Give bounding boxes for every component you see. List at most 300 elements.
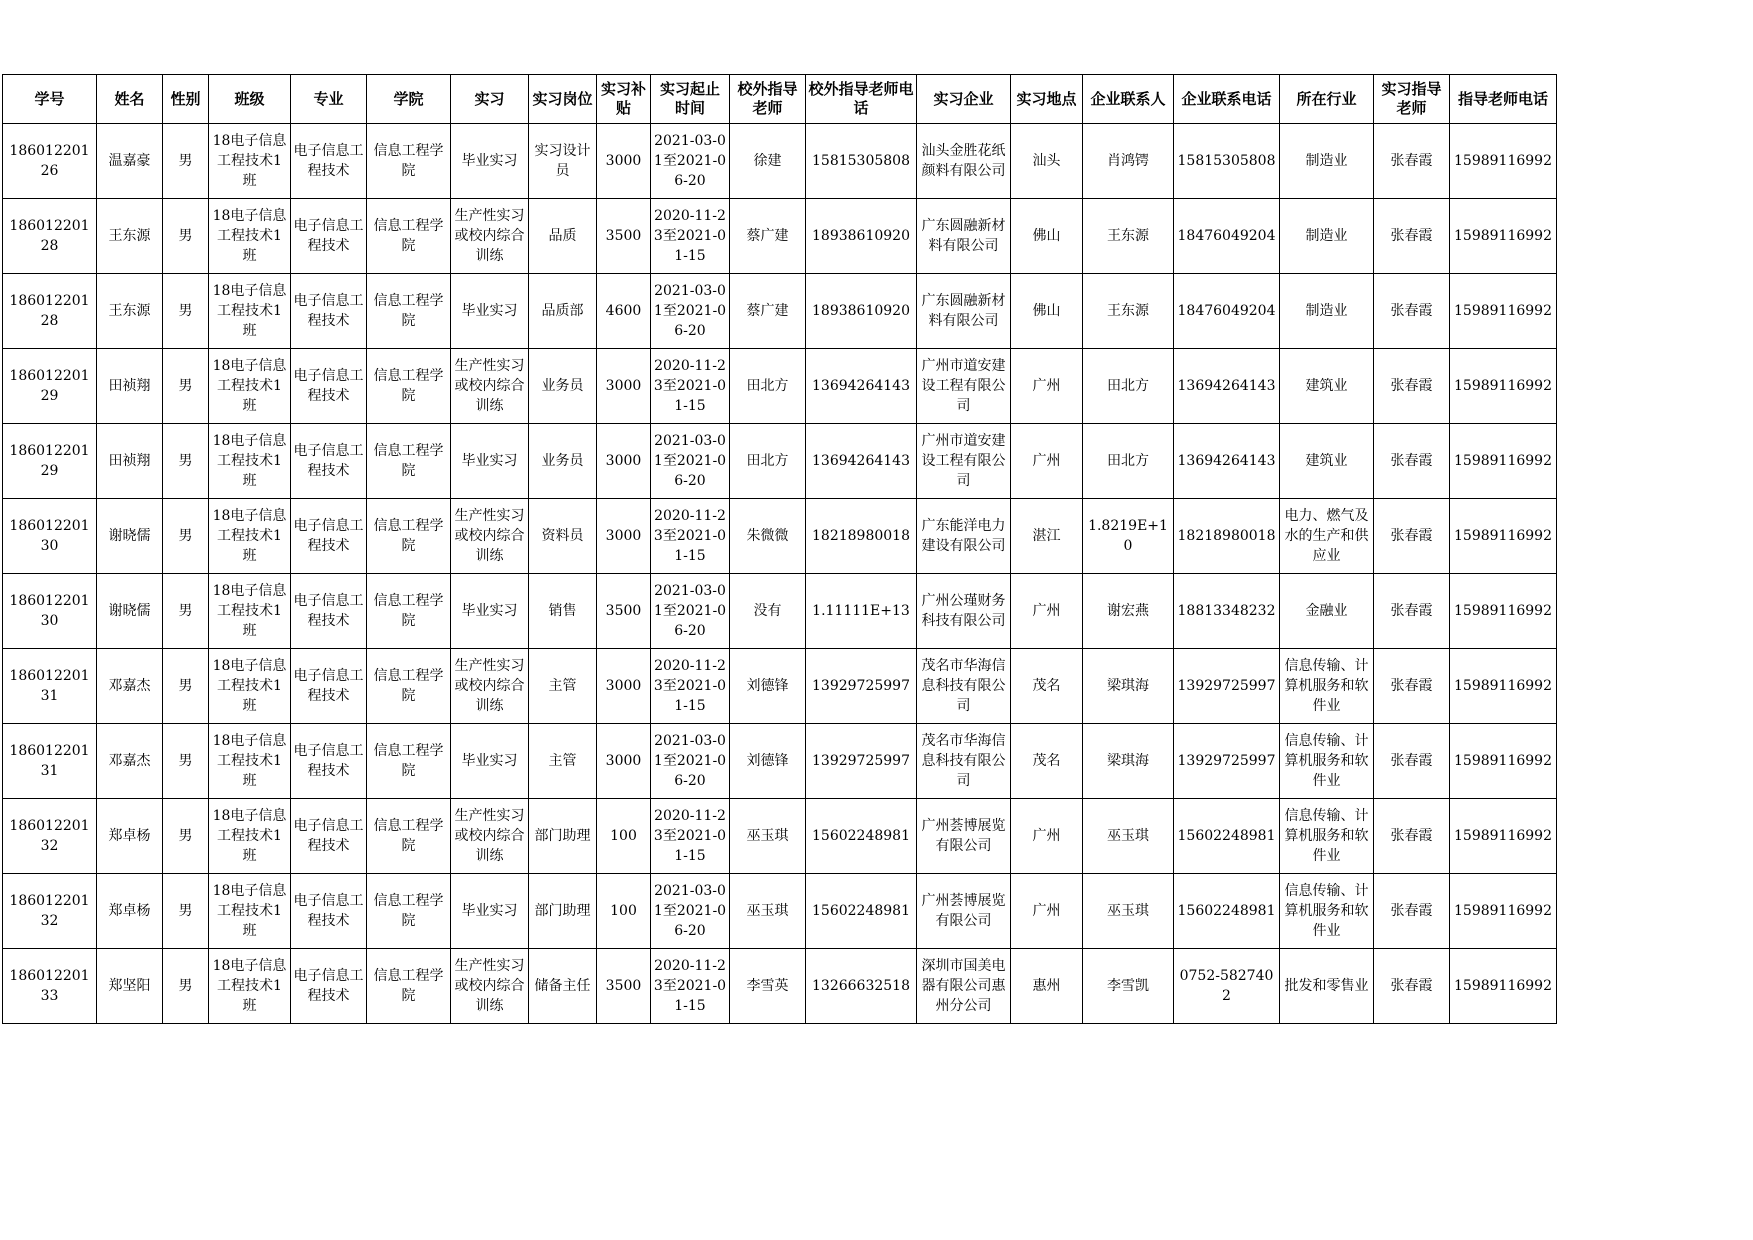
position-text: 部门助理 (534, 828, 591, 844)
company-contact-text: 肖鸿锷 (1107, 153, 1149, 169)
student-id-cell (3, 574, 97, 649)
external-mentor-cell (730, 724, 806, 799)
external-mentor-cell (730, 949, 806, 1024)
period-cell (651, 274, 730, 349)
college-cell (367, 349, 451, 424)
external-mentor-text: 蔡广建 (746, 228, 789, 244)
company-cell (917, 199, 1011, 274)
college-text: 信息工程学院 (373, 668, 444, 704)
table-row (3, 424, 1557, 499)
period-text: 2020-11-23至2021-01-15 (653, 358, 727, 414)
mentor-text: 张春霞 (1390, 378, 1433, 394)
allowance-text: 3000 (605, 753, 642, 769)
location-text: 广州 (1032, 903, 1061, 919)
name-cell (97, 724, 163, 799)
student-id-cell (3, 499, 97, 574)
internship-type-cell (451, 874, 529, 949)
table-row (3, 499, 1557, 574)
name-cell (97, 349, 163, 424)
company-phone-cell (1174, 349, 1280, 424)
college-text: 信息工程学院 (373, 368, 444, 404)
location-text: 佛山 (1032, 228, 1061, 244)
col-header-name: 姓名 (97, 75, 163, 124)
external-mentor-text: 朱微微 (746, 528, 789, 544)
student-id-cell (3, 724, 97, 799)
college-cell (367, 274, 451, 349)
student-id-cell (3, 124, 97, 199)
location-cell (1011, 724, 1083, 799)
class-cell (209, 649, 291, 724)
internship-type-cell (451, 724, 529, 799)
gender-cell (163, 874, 209, 949)
internship-type-text: 毕业实习 (461, 453, 518, 469)
external-mentor-phone-text: 13694264143 (812, 378, 910, 394)
industry-text: 信息传输、计算机服务和软件业 (1284, 808, 1369, 864)
mentor-phone-cell (1450, 649, 1557, 724)
col-header-industry: 所在行业 (1280, 75, 1374, 124)
period-text: 2021-03-01至2021-06-20 (653, 583, 727, 639)
major-text: 电子信息工程技术 (293, 293, 364, 329)
col-header-company-phone: 企业联系电话 (1174, 75, 1280, 124)
company-contact-text: 巫玉琪 (1107, 903, 1149, 919)
company-contact-text: 田北方 (1107, 378, 1149, 394)
major-cell (291, 724, 367, 799)
college-cell (367, 124, 451, 199)
location-text: 惠州 (1032, 978, 1061, 994)
external-mentor-text: 巫玉琪 (746, 903, 789, 919)
gender-cell (163, 649, 209, 724)
col-header-period: 实习起止时间 (651, 75, 730, 124)
gender-text: 男 (178, 828, 193, 844)
mentor-phone-cell (1450, 424, 1557, 499)
allowance-text: 3500 (605, 603, 642, 619)
external-mentor-cell (730, 199, 806, 274)
major-text: 电子信息工程技术 (293, 968, 364, 1004)
industry-text: 信息传输、计算机服务和软件业 (1284, 733, 1369, 789)
location-cell (1011, 124, 1083, 199)
college-cell (367, 649, 451, 724)
company-phone-text: 13929725997 (1177, 678, 1276, 694)
location-text: 广州 (1032, 378, 1061, 394)
industry-cell (1280, 274, 1374, 349)
table-row (3, 199, 1557, 274)
external-mentor-phone-cell (806, 274, 917, 349)
name-cell (97, 199, 163, 274)
mentor-text: 张春霞 (1390, 678, 1433, 694)
internship-type-cell (451, 649, 529, 724)
class-text: 18电子信息工程技术1班 (212, 808, 287, 864)
industry-text: 批发和零售业 (1284, 978, 1369, 994)
name-text: 邓嘉杰 (108, 678, 151, 694)
company-cell (917, 649, 1011, 724)
internship-type-text: 毕业实习 (461, 903, 518, 919)
company-phone-text: 13694264143 (1177, 378, 1276, 394)
allowance-text: 3000 (605, 378, 642, 394)
industry-cell (1280, 724, 1374, 799)
location-text: 广州 (1032, 828, 1061, 844)
mentor-phone-cell (1450, 274, 1557, 349)
location-cell (1011, 874, 1083, 949)
position-cell (529, 124, 597, 199)
internship-type-text: 生产性实习或校内综合训练 (454, 358, 525, 414)
internship-type-cell (451, 124, 529, 199)
table-row (3, 874, 1557, 949)
name-text: 王东源 (108, 228, 151, 244)
name-text: 温嘉豪 (108, 153, 151, 169)
major-text: 电子信息工程技术 (293, 593, 364, 629)
location-cell (1011, 274, 1083, 349)
col-header-major: 专业 (291, 75, 367, 124)
industry-cell (1280, 949, 1374, 1024)
mentor-phone-text: 15989116992 (1454, 453, 1552, 469)
college-text: 信息工程学院 (373, 968, 444, 1004)
external-mentor-phone-text: 13929725997 (812, 678, 910, 694)
mentor-cell (1374, 724, 1450, 799)
mentor-phone-text: 15989116992 (1454, 303, 1552, 319)
name-cell (97, 649, 163, 724)
student-id-cell (3, 874, 97, 949)
mentor-phone-cell (1450, 199, 1557, 274)
company-contact-cell (1083, 199, 1174, 274)
industry-cell (1280, 424, 1374, 499)
allowance-cell (597, 874, 651, 949)
class-cell (209, 424, 291, 499)
company-contact-cell (1083, 724, 1174, 799)
major-text: 电子信息工程技术 (293, 743, 364, 779)
position-cell (529, 199, 597, 274)
external-mentor-phone-cell (806, 349, 917, 424)
location-text: 佛山 (1032, 303, 1061, 319)
major-text: 电子信息工程技术 (293, 368, 364, 404)
mentor-text: 张春霞 (1390, 228, 1433, 244)
industry-cell (1280, 349, 1374, 424)
table-row (3, 724, 1557, 799)
company-phone-cell (1174, 649, 1280, 724)
table-row (3, 949, 1557, 1024)
major-text: 电子信息工程技术 (293, 218, 364, 254)
college-cell (367, 949, 451, 1024)
internship-type-cell (451, 199, 529, 274)
class-text: 18电子信息工程技术1班 (212, 358, 287, 414)
mentor-phone-text: 15989116992 (1454, 828, 1552, 844)
col-header-position: 实习岗位 (529, 75, 597, 124)
company-text: 广东圆融新材料有限公司 (921, 218, 1006, 254)
student-id-text: 18601220130 (9, 593, 90, 629)
allowance-text: 100 (610, 903, 637, 919)
allowance-cell (597, 499, 651, 574)
mentor-phone-text: 15989116992 (1454, 228, 1552, 244)
period-cell (651, 424, 730, 499)
external-mentor-cell (730, 799, 806, 874)
external-mentor-phone-cell (806, 424, 917, 499)
location-text: 广州 (1032, 453, 1061, 469)
name-cell (97, 874, 163, 949)
external-mentor-text: 刘德锋 (746, 753, 789, 769)
class-cell (209, 574, 291, 649)
allowance-cell (597, 199, 651, 274)
company-phone-text: 13694264143 (1177, 453, 1276, 469)
mentor-phone-text: 15989116992 (1454, 153, 1552, 169)
company-phone-text: 13929725997 (1177, 753, 1276, 769)
company-phone-text: 15602248981 (1177, 903, 1276, 919)
student-id-cell (3, 274, 97, 349)
student-id-cell (3, 199, 97, 274)
class-text: 18电子信息工程技术1班 (212, 133, 287, 189)
external-mentor-text: 蔡广建 (746, 303, 789, 319)
location-cell (1011, 949, 1083, 1024)
external-mentor-phone-cell (806, 199, 917, 274)
mentor-cell (1374, 499, 1450, 574)
position-text: 销售 (548, 603, 577, 619)
internship-type-text: 生产性实习或校内综合训练 (454, 658, 525, 714)
company-cell (917, 349, 1011, 424)
student-id-text: 18601220129 (9, 443, 90, 479)
name-text: 谢晓儒 (108, 603, 151, 619)
location-text: 汕头 (1032, 153, 1061, 169)
student-id-text: 18601220132 (9, 893, 90, 929)
industry-cell (1280, 124, 1374, 199)
allowance-text: 3000 (605, 453, 642, 469)
major-cell (291, 499, 367, 574)
company-phone-text: 18218980018 (1177, 528, 1276, 544)
gender-text: 男 (178, 903, 193, 919)
company-contact-text: 田北方 (1107, 453, 1149, 469)
student-id-text: 18601220126 (9, 143, 90, 179)
external-mentor-cell (730, 349, 806, 424)
company-text: 广州市道安建设工程有限公司 (921, 358, 1006, 414)
external-mentor-phone-cell (806, 499, 917, 574)
external-mentor-text: 巫玉琪 (746, 828, 789, 844)
location-cell (1011, 199, 1083, 274)
industry-cell (1280, 574, 1374, 649)
internship-type-cell (451, 349, 529, 424)
company-text: 茂名市华海信息科技有限公司 (921, 733, 1006, 789)
period-cell (651, 124, 730, 199)
internship-type-cell (451, 424, 529, 499)
location-cell (1011, 424, 1083, 499)
industry-text: 信息传输、计算机服务和软件业 (1284, 883, 1369, 939)
external-mentor-phone-cell (806, 724, 917, 799)
class-cell (209, 799, 291, 874)
industry-text: 电力、燃气及水的生产和供应业 (1284, 508, 1369, 564)
mentor-text: 张春霞 (1390, 828, 1433, 844)
name-cell (97, 424, 163, 499)
mentor-text: 张春霞 (1390, 753, 1433, 769)
name-text: 邓嘉杰 (108, 753, 151, 769)
external-mentor-phone-cell (806, 799, 917, 874)
gender-cell (163, 424, 209, 499)
mentor-text: 张春霞 (1390, 453, 1433, 469)
external-mentor-phone-cell (806, 874, 917, 949)
allowance-text: 3000 (605, 153, 642, 169)
col-header-mentor-phone: 指导老师电话 (1450, 75, 1557, 124)
period-text: 2020-11-23至2021-01-15 (653, 958, 727, 1014)
company-text: 广东能洋电力建设有限公司 (921, 518, 1006, 554)
period-text: 2021-03-01至2021-06-20 (653, 883, 727, 939)
college-text: 信息工程学院 (373, 218, 444, 254)
period-text: 2021-03-01至2021-06-20 (653, 433, 727, 489)
company-text: 汕头金胜花纸颜料有限公司 (921, 143, 1006, 179)
position-cell (529, 949, 597, 1024)
table-row (3, 799, 1557, 874)
allowance-cell (597, 274, 651, 349)
mentor-text: 张春霞 (1390, 303, 1433, 319)
gender-text: 男 (178, 528, 193, 544)
student-id-cell (3, 649, 97, 724)
company-phone-cell (1174, 199, 1280, 274)
class-text: 18电子信息工程技术1班 (212, 733, 287, 789)
industry-text: 制造业 (1305, 303, 1348, 319)
class-text: 18电子信息工程技术1班 (212, 958, 287, 1014)
college-cell (367, 574, 451, 649)
internship-type-text: 毕业实习 (461, 603, 518, 619)
table-row (3, 649, 1557, 724)
industry-cell (1280, 199, 1374, 274)
mentor-phone-text: 15989116992 (1454, 903, 1552, 919)
allowance-cell (597, 799, 651, 874)
internship-type-text: 生产性实习或校内综合训练 (454, 958, 525, 1014)
company-text: 深圳市国美电器有限公司惠州分公司 (921, 958, 1006, 1014)
allowance-cell (597, 649, 651, 724)
position-text: 业务员 (541, 378, 584, 394)
company-contact-cell (1083, 124, 1174, 199)
major-cell (291, 349, 367, 424)
college-cell (367, 874, 451, 949)
position-cell (529, 874, 597, 949)
college-text: 信息工程学院 (373, 743, 444, 779)
period-cell (651, 724, 730, 799)
company-contact-cell (1083, 499, 1174, 574)
name-cell (97, 799, 163, 874)
allowance-text: 3500 (605, 978, 642, 994)
external-mentor-text: 徐建 (753, 153, 782, 169)
col-header-mentor: 实习指导老师 (1374, 75, 1450, 124)
period-cell (651, 799, 730, 874)
position-text: 品质部 (541, 303, 584, 319)
table-row (3, 124, 1557, 199)
mentor-text: 张春霞 (1390, 153, 1433, 169)
allowance-cell (597, 424, 651, 499)
gender-text: 男 (178, 378, 193, 394)
header-row (3, 75, 1557, 124)
industry-text: 信息传输、计算机服务和软件业 (1284, 658, 1369, 714)
period-cell (651, 499, 730, 574)
external-mentor-phone-text: 13929725997 (812, 753, 910, 769)
college-cell (367, 724, 451, 799)
col-header-class: 班级 (209, 75, 291, 124)
student-id-text: 18601220133 (9, 968, 90, 1004)
major-text: 电子信息工程技术 (293, 518, 364, 554)
company-cell (917, 574, 1011, 649)
student-id-text: 18601220128 (9, 293, 90, 329)
company-cell (917, 724, 1011, 799)
major-cell (291, 874, 367, 949)
mentor-phone-text: 15989116992 (1454, 528, 1552, 544)
mentor-text: 张春霞 (1390, 978, 1433, 994)
period-text: 2021-03-01至2021-06-20 (653, 733, 727, 789)
location-cell (1011, 499, 1083, 574)
external-mentor-phone-text: 15602248981 (812, 903, 910, 919)
industry-text: 建筑业 (1305, 378, 1348, 394)
mentor-phone-cell (1450, 874, 1557, 949)
external-mentor-text: 刘德锋 (746, 678, 789, 694)
mentor-cell (1374, 199, 1450, 274)
company-phone-text: 18813348232 (1177, 603, 1276, 619)
mentor-cell (1374, 874, 1450, 949)
location-text: 茂名 (1032, 753, 1061, 769)
mentor-cell (1374, 424, 1450, 499)
external-mentor-phone-text: 18218980018 (812, 528, 910, 544)
mentor-cell (1374, 274, 1450, 349)
mentor-cell (1374, 799, 1450, 874)
college-cell (367, 799, 451, 874)
company-contact-text: 谢宏燕 (1107, 603, 1149, 619)
mentor-text: 张春霞 (1390, 603, 1433, 619)
gender-cell (163, 199, 209, 274)
location-cell (1011, 649, 1083, 724)
college-cell (367, 499, 451, 574)
allowance-cell (597, 724, 651, 799)
name-text: 田祯翔 (108, 453, 151, 469)
company-contact-cell (1083, 874, 1174, 949)
company-cell (917, 949, 1011, 1024)
mentor-text: 张春霞 (1390, 903, 1433, 919)
major-text: 电子信息工程技术 (293, 443, 364, 479)
company-contact-text: 王东源 (1107, 303, 1149, 319)
position-text: 业务员 (541, 453, 584, 469)
industry-cell (1280, 649, 1374, 724)
mentor-cell (1374, 649, 1450, 724)
college-text: 信息工程学院 (373, 593, 444, 629)
gender-text: 男 (178, 978, 193, 994)
external-mentor-phone-text: 15815305808 (812, 153, 910, 169)
industry-cell (1280, 799, 1374, 874)
position-cell (529, 424, 597, 499)
location-text: 茂名 (1032, 678, 1061, 694)
company-phone-cell (1174, 124, 1280, 199)
class-cell (209, 874, 291, 949)
table-row (3, 274, 1557, 349)
college-text: 信息工程学院 (373, 443, 444, 479)
external-mentor-phone-cell (806, 949, 917, 1024)
period-cell (651, 649, 730, 724)
company-contact-cell (1083, 649, 1174, 724)
mentor-phone-text: 15989116992 (1454, 378, 1552, 394)
external-mentor-text: 田北方 (746, 378, 789, 394)
major-text: 电子信息工程技术 (293, 668, 364, 704)
gender-text: 男 (178, 453, 193, 469)
position-cell (529, 349, 597, 424)
mentor-cell (1374, 349, 1450, 424)
col-header-college: 学院 (367, 75, 451, 124)
gender-text: 男 (178, 153, 193, 169)
external-mentor-phone-cell (806, 574, 917, 649)
allowance-cell (597, 949, 651, 1024)
internship-type-text: 生产性实习或校内综合训练 (454, 508, 525, 564)
allowance-cell (597, 349, 651, 424)
company-contact-text: 巫玉琪 (1107, 828, 1149, 844)
external-mentor-text: 田北方 (746, 453, 789, 469)
external-mentor-phone-cell (806, 124, 917, 199)
company-contact-text: 梁琪海 (1107, 753, 1149, 769)
col-header-company-contact: 企业联系人 (1083, 75, 1174, 124)
internship-type-text: 毕业实习 (461, 303, 518, 319)
internship-type-cell (451, 499, 529, 574)
external-mentor-cell (730, 124, 806, 199)
company-contact-text: 李雪凯 (1107, 978, 1149, 994)
industry-text: 建筑业 (1305, 453, 1348, 469)
mentor-phone-text: 15989116992 (1454, 603, 1552, 619)
